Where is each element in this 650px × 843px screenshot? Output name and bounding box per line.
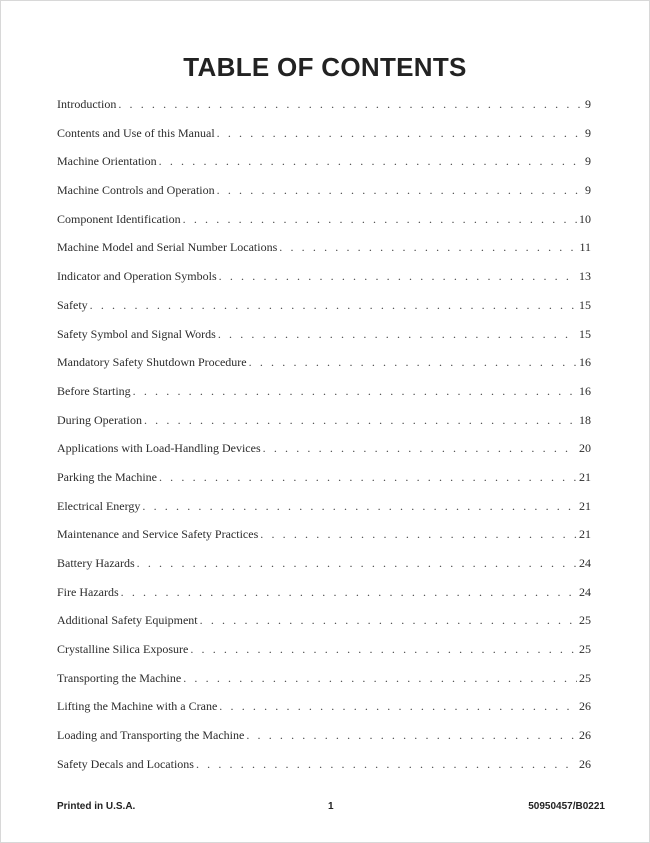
toc-entry-label: Applications with Load-Handling Devices bbox=[57, 441, 261, 456]
toc-entry-label: Transporting the Machine bbox=[57, 670, 182, 685]
toc-entry[interactable] bbox=[57, 699, 591, 728]
toc-entry-label: Safety Symbol and Signal Words bbox=[57, 326, 216, 341]
toc-entry-label: Indicator and Operation Symbols bbox=[57, 269, 217, 284]
toc-entry[interactable] bbox=[57, 327, 591, 356]
toc-entry[interactable] bbox=[57, 441, 591, 470]
toc-entry-label: Machine Controls and Operation bbox=[57, 183, 215, 198]
toc-leader-dots bbox=[218, 327, 577, 341]
toc-leader-dots bbox=[246, 728, 577, 742]
toc-entry-page: 26 bbox=[579, 756, 591, 771]
toc-leader-dots bbox=[144, 413, 577, 427]
toc-entry[interactable] bbox=[57, 728, 591, 757]
toc-entry-page: 15 bbox=[579, 297, 591, 312]
toc-entry-page: 24 bbox=[579, 584, 591, 599]
toc-entry-label: Safety Decals and Locations bbox=[57, 756, 194, 771]
toc-entry-label: Maintenance and Service Safety Practices bbox=[57, 527, 259, 542]
toc-entry-label: Machine Model and Serial Number Locations bbox=[57, 240, 278, 255]
toc-entry-label: Fire Hazards bbox=[57, 584, 119, 599]
toc-leader-dots bbox=[183, 212, 577, 226]
toc-leader-dots bbox=[159, 154, 583, 168]
toc-entry[interactable] bbox=[57, 154, 591, 183]
toc-entry-page: 25 bbox=[579, 670, 591, 685]
toc-entry-label: Introduction bbox=[57, 97, 117, 111]
toc-entry-page: 25 bbox=[579, 642, 591, 657]
toc-entry-label: Before Starting bbox=[57, 383, 131, 398]
toc-entry-label: Lifting the Machine with a Crane bbox=[57, 699, 218, 714]
toc-entry-page: 26 bbox=[579, 699, 591, 714]
toc-entry[interactable] bbox=[57, 269, 591, 298]
toc-leader-dots bbox=[159, 470, 577, 484]
toc-entry-label: Crystalline Silica Exposure bbox=[57, 642, 189, 657]
footer-print-location: Printed in U.S.A. bbox=[57, 801, 136, 812]
toc-entry-label: Loading and Transporting the Machine bbox=[57, 728, 245, 743]
toc-leader-dots bbox=[217, 183, 583, 197]
toc-entry-page: 9 bbox=[585, 154, 591, 169]
toc-leader-dots bbox=[190, 642, 577, 656]
toc-entry-page: 13 bbox=[579, 269, 591, 284]
toc-entry-page: 9 bbox=[585, 125, 591, 140]
toc-entry-label: During Operation bbox=[57, 412, 142, 427]
page-title: TABLE OF CONTENTS bbox=[183, 52, 467, 82]
toc-entry[interactable] bbox=[57, 183, 591, 212]
toc-entry-page: 15 bbox=[579, 326, 591, 341]
toc-leader-dots bbox=[219, 269, 577, 283]
toc-entry[interactable] bbox=[57, 212, 591, 241]
toc-leader-dots bbox=[142, 499, 577, 513]
toc-entry-label: Mandatory Safety Shutdown Procedure bbox=[57, 355, 247, 370]
toc-leader-dots bbox=[249, 355, 577, 369]
toc-leader-dots bbox=[118, 97, 583, 111]
footer-page-number: 1 bbox=[328, 801, 334, 812]
toc-entry-page: 9 bbox=[585, 97, 591, 111]
toc-leader-dots bbox=[263, 441, 577, 455]
toc-entry[interactable] bbox=[57, 355, 591, 384]
toc-leader-dots bbox=[279, 240, 577, 254]
toc-leader-dots bbox=[196, 757, 577, 771]
toc-entry[interactable] bbox=[57, 499, 591, 528]
toc-entry-page: 21 bbox=[579, 498, 591, 513]
toc-entry-page: 26 bbox=[579, 728, 591, 743]
toc-entry-page: 16 bbox=[579, 355, 591, 370]
toc-entry-page: 20 bbox=[579, 441, 591, 456]
toc-leader-dots bbox=[90, 298, 577, 312]
toc-entry-page: 11 bbox=[579, 240, 591, 255]
toc-entry-page: 24 bbox=[579, 556, 591, 570]
toc-leader-dots bbox=[200, 613, 577, 627]
toc-leader-dots bbox=[183, 671, 577, 685]
toc-entry-page: 21 bbox=[579, 527, 591, 542]
toc-entry-page: 10 bbox=[579, 211, 591, 226]
toc-entry-label: Electrical Energy bbox=[57, 498, 141, 513]
toc-entry[interactable] bbox=[57, 527, 591, 556]
toc-entry[interactable] bbox=[57, 613, 591, 642]
toc-entry[interactable] bbox=[57, 97, 591, 126]
toc-leader-dots bbox=[121, 585, 577, 599]
toc-entry-page: 25 bbox=[579, 613, 591, 628]
toc-entry-label: Component Identification bbox=[57, 211, 181, 226]
toc-entry[interactable] bbox=[57, 757, 591, 786]
toc-leader-dots bbox=[219, 699, 577, 713]
toc-entry-page: 21 bbox=[579, 469, 591, 484]
toc-entry[interactable] bbox=[57, 126, 591, 155]
toc-entry[interactable] bbox=[57, 470, 591, 499]
toc-entry-label: Battery Hazards bbox=[57, 556, 135, 570]
toc-entry[interactable] bbox=[57, 298, 591, 327]
table-of-contents bbox=[57, 97, 591, 786]
toc-entry-page: 18 bbox=[579, 412, 591, 427]
toc-entry[interactable] bbox=[57, 413, 591, 442]
toc-entry-label: Machine Orientation bbox=[57, 154, 157, 169]
toc-entry[interactable] bbox=[57, 671, 591, 700]
toc-entry-label: Contents and Use of this Manual bbox=[57, 125, 215, 140]
toc-entry[interactable] bbox=[57, 384, 591, 413]
footer-document-number: 50950457/B0221 bbox=[528, 801, 605, 812]
toc-entry[interactable] bbox=[57, 240, 591, 269]
toc-entry-page: 16 bbox=[579, 383, 591, 398]
toc-entry[interactable] bbox=[57, 642, 591, 671]
toc-entry[interactable] bbox=[57, 585, 591, 614]
toc-leader-dots bbox=[137, 556, 577, 570]
toc-leader-dots bbox=[133, 384, 577, 398]
toc-entry-label: Safety bbox=[57, 297, 88, 312]
toc-entry-label: Parking the Machine bbox=[57, 469, 157, 484]
toc-entry-page: 9 bbox=[585, 183, 591, 198]
toc-entry[interactable] bbox=[57, 556, 591, 585]
toc-leader-dots bbox=[217, 126, 583, 140]
toc-leader-dots bbox=[260, 527, 577, 541]
toc-entry-label: Additional Safety Equipment bbox=[57, 613, 198, 628]
